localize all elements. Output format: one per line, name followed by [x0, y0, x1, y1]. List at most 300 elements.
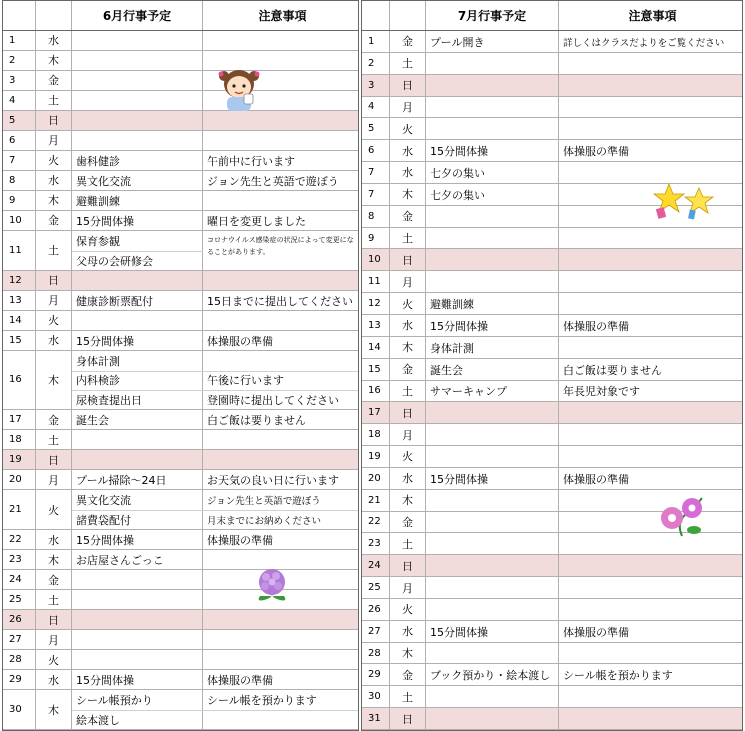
- event-cell: [426, 249, 559, 271]
- weekday: 日: [390, 402, 426, 423]
- event-cell: [426, 446, 559, 468]
- event-cell: [426, 555, 559, 577]
- event-cell: 15分間体操: [72, 530, 203, 550]
- note-cell: 月末までにお納めください: [207, 516, 322, 528]
- event-cell: [426, 402, 559, 424]
- event-cell: 15分間体操: [72, 670, 203, 690]
- day-number: 8: [3, 171, 36, 190]
- table-row: [3, 630, 358, 650]
- day-number: 7: [362, 162, 390, 183]
- event-cell: [426, 118, 559, 140]
- weekday: 土: [36, 430, 72, 449]
- event-cell: [426, 708, 559, 730]
- table-row: [362, 228, 742, 250]
- weekday: 月: [36, 630, 72, 649]
- weekday: 土: [390, 53, 426, 74]
- day-number: 30: [3, 690, 36, 729]
- day-number: 31: [362, 708, 390, 729]
- july-schedule-table: [361, 0, 743, 731]
- note-cell: [203, 311, 358, 331]
- event-cell: 15分間体操: [426, 140, 559, 162]
- day-number: 24: [3, 570, 36, 589]
- table-row: [3, 650, 358, 670]
- event-cell: [426, 577, 559, 599]
- weekday: 火: [390, 118, 426, 139]
- table-row: [3, 430, 358, 450]
- note-cell: [559, 643, 742, 665]
- day-number: 22: [3, 530, 36, 549]
- note-cell: 体操服の準備: [207, 334, 273, 348]
- table-row: [3, 470, 358, 490]
- day-number: 28: [3, 650, 36, 669]
- event-cell: [72, 590, 203, 610]
- june-schedule-table: [2, 0, 359, 731]
- event-cell: [72, 650, 203, 670]
- header-notes: 注意事項: [258, 9, 307, 23]
- table-row: [3, 31, 358, 51]
- table-row: [362, 118, 742, 140]
- event-cell: プール開き: [426, 31, 559, 53]
- event-cell: [72, 71, 203, 91]
- weekday: 水: [390, 621, 426, 642]
- day-number: 18: [362, 424, 390, 445]
- weekday: 日: [390, 555, 426, 576]
- note-cell: 登園時に提出してください: [207, 394, 339, 408]
- header-events: 6月行事予定: [72, 1, 203, 30]
- event-cell: [426, 533, 559, 555]
- note-cell: 体操服の準備: [563, 145, 629, 159]
- day-number: 5: [3, 111, 36, 130]
- note-cell: [203, 610, 358, 630]
- table-row: [3, 550, 358, 570]
- table-row: [3, 151, 358, 171]
- note-cell: [559, 708, 742, 730]
- day-number: 6: [362, 140, 390, 161]
- weekday: 水: [390, 140, 426, 161]
- table-row: [3, 530, 358, 550]
- note-cell: [559, 97, 742, 119]
- event-cell: [426, 206, 559, 228]
- sub-row-divider: [72, 710, 358, 711]
- weekday: 木: [36, 550, 72, 569]
- event-cell: 保育参観: [72, 231, 203, 251]
- table-row: [362, 468, 742, 490]
- table-row: [3, 171, 358, 191]
- note-cell: 午前中に行います: [207, 154, 295, 168]
- weekday: 月: [390, 97, 426, 118]
- note-cell: [559, 402, 742, 424]
- table-row: [3, 490, 358, 530]
- day-number: 20: [3, 470, 36, 489]
- weekday: 火: [390, 446, 426, 467]
- weekday: 金: [36, 71, 72, 90]
- day-number: 5: [362, 118, 390, 139]
- weekday: 水: [36, 31, 72, 50]
- day-number: 4: [3, 91, 36, 110]
- weekday: 月: [390, 271, 426, 292]
- note-cell: [559, 249, 742, 271]
- note-cell: [559, 337, 742, 359]
- note-cell: お天気の良い日に行います: [207, 474, 339, 488]
- event-cell: 健康診断票配付: [72, 291, 203, 311]
- weekday: 土: [36, 231, 72, 270]
- event-cell: [426, 271, 559, 293]
- day-number: 29: [3, 670, 36, 689]
- table-row: [362, 53, 742, 75]
- day-number: 12: [362, 293, 390, 314]
- note-cell: [559, 271, 742, 293]
- weekday: 木: [390, 490, 426, 511]
- weekday: 土: [390, 686, 426, 707]
- event-cell: 七夕の集い: [426, 184, 559, 206]
- note-cell: 15日までに提出してください: [207, 294, 353, 308]
- day-number: 27: [362, 621, 390, 642]
- table-row: [362, 664, 742, 686]
- note-cell: [559, 75, 742, 97]
- weekday: 日: [36, 450, 72, 469]
- event-cell: [72, 31, 203, 51]
- note-cell: [203, 131, 358, 151]
- event-cell: [72, 630, 203, 650]
- header-row: [362, 1, 742, 31]
- day-number: 29: [362, 664, 390, 685]
- day-number: 23: [3, 550, 36, 569]
- day-number: 21: [362, 490, 390, 511]
- table-row: [3, 191, 358, 211]
- table-row: [3, 690, 358, 730]
- note-cell: [559, 686, 742, 708]
- day-number: 16: [362, 381, 390, 402]
- table-row: [362, 402, 742, 424]
- event-cell: ブック預かり・絵本渡し: [426, 664, 559, 686]
- note-cell: 午後に行います: [207, 374, 284, 388]
- event-cell: 異文化交流: [72, 490, 203, 510]
- note-cell: [203, 191, 358, 211]
- note-cell: [203, 271, 358, 291]
- weekday: 金: [36, 211, 72, 230]
- note-cell: [559, 424, 742, 446]
- weekday: 水: [390, 315, 426, 336]
- event-cell: [426, 686, 559, 708]
- day-number: 18: [3, 430, 36, 449]
- event-cell: [72, 450, 203, 470]
- table-row: [3, 351, 358, 411]
- table-row: [362, 643, 742, 665]
- note-cell: [559, 577, 742, 599]
- weekday: 水: [36, 331, 72, 350]
- note-cell: シール帳を預かります: [207, 694, 317, 708]
- day-number: 13: [362, 315, 390, 336]
- event-cell: 父母の会研修会: [72, 251, 203, 271]
- weekday: 日: [390, 708, 426, 729]
- weekday: 日: [390, 249, 426, 270]
- table-row: [3, 231, 358, 271]
- table-row: [362, 424, 742, 446]
- note-cell: 体操服の準備: [563, 472, 629, 486]
- table-row: [362, 686, 742, 708]
- weekday: 木: [390, 337, 426, 358]
- table-row: [362, 337, 742, 359]
- header-weekday: [390, 1, 426, 30]
- weekday: 土: [390, 533, 426, 554]
- note-cell: コロナウイルス感染症の状況によって変更になることがあります。: [207, 235, 354, 256]
- event-cell: 避難訓練: [426, 293, 559, 315]
- day-number: 9: [3, 191, 36, 210]
- note-cell: [559, 490, 742, 512]
- sub-row-divider: [72, 510, 358, 511]
- day-number: 15: [3, 331, 36, 350]
- day-number: 19: [362, 446, 390, 467]
- day-number: 6: [3, 131, 36, 150]
- day-number: 1: [362, 31, 390, 52]
- table-row: [3, 311, 358, 331]
- table-row: [362, 140, 742, 162]
- note-cell: [203, 630, 358, 650]
- event-cell: [426, 228, 559, 250]
- header-day: [3, 1, 36, 30]
- note-cell: [559, 293, 742, 315]
- event-cell: 歯科健診: [72, 151, 203, 171]
- note-cell: [203, 430, 358, 450]
- day-number: 25: [3, 590, 36, 609]
- table-row: [362, 621, 742, 643]
- note-cell: [559, 555, 742, 577]
- event-cell: 誕生会: [426, 359, 559, 381]
- weekday: 木: [36, 191, 72, 210]
- day-number: 13: [3, 291, 36, 310]
- day-number: 17: [362, 402, 390, 423]
- weekday: 金: [390, 512, 426, 533]
- day-number: 12: [3, 271, 36, 290]
- note-cell: [203, 450, 358, 470]
- header-events: 7月行事予定: [426, 1, 559, 30]
- day-number: 30: [362, 686, 390, 707]
- day-number: 27: [3, 630, 36, 649]
- table-row: [3, 590, 358, 610]
- weekday: 火: [36, 311, 72, 330]
- table-row: [3, 450, 358, 470]
- table-row: [362, 162, 742, 184]
- note-cell: [559, 446, 742, 468]
- table-row: [3, 71, 358, 91]
- event-cell: [72, 311, 203, 331]
- weekday: 金: [36, 570, 72, 589]
- event-cell: [72, 131, 203, 151]
- day-number: 1: [3, 31, 36, 50]
- day-number: 24: [362, 555, 390, 576]
- event-cell: [426, 424, 559, 446]
- day-number: 10: [362, 249, 390, 270]
- event-cell: [426, 643, 559, 665]
- table-row: [3, 271, 358, 291]
- note-cell: [559, 118, 742, 140]
- weekday: 月: [390, 577, 426, 598]
- note-cell: 年長児対象です: [563, 385, 640, 399]
- weekday: 月: [36, 470, 72, 489]
- weekday: 水: [390, 468, 426, 489]
- weekday: 金: [390, 359, 426, 380]
- table-row: [362, 577, 742, 599]
- note-cell: 白ご飯は要りません: [563, 363, 662, 377]
- event-cell: 身体計測: [426, 337, 559, 359]
- note-cell: 体操服の準備: [563, 319, 629, 333]
- table-row: [3, 291, 358, 311]
- event-cell: 七夕の集い: [426, 162, 559, 184]
- event-cell: [72, 271, 203, 291]
- table-row: [3, 91, 358, 111]
- table-row: [362, 293, 742, 315]
- weekday: 水: [36, 530, 72, 549]
- note-cell: [203, 351, 358, 371]
- event-cell: [426, 512, 559, 534]
- day-number: 17: [3, 410, 36, 429]
- table-row: [362, 708, 742, 730]
- day-number: 23: [362, 533, 390, 554]
- event-cell: 15分間体操: [426, 315, 559, 337]
- note-cell: 曜日を変更しました: [207, 214, 306, 228]
- weekday: 金: [36, 410, 72, 429]
- event-cell: [72, 570, 203, 590]
- table-row: [3, 131, 358, 151]
- event-cell: 身体計測: [72, 351, 203, 371]
- event-cell: [72, 51, 203, 71]
- day-number: 15: [362, 359, 390, 380]
- note-cell: 体操服の準備: [207, 674, 273, 688]
- day-number: 10: [3, 211, 36, 230]
- table-row: [3, 211, 358, 231]
- weekday: 金: [390, 206, 426, 227]
- weekday: 日: [390, 75, 426, 96]
- day-number: 3: [362, 75, 390, 96]
- day-number: 7: [3, 151, 36, 170]
- weekday: 水: [390, 162, 426, 183]
- table-row: [3, 570, 358, 590]
- header-weekday: [36, 1, 72, 30]
- weekday: 日: [36, 271, 72, 290]
- note-cell: 体操服の準備: [563, 625, 629, 639]
- day-number: 4: [362, 97, 390, 118]
- table-row: [3, 331, 358, 351]
- day-number: 11: [3, 231, 36, 270]
- note-cell: ジョン先生と英語で遊ぼう: [207, 496, 321, 508]
- table-row: [362, 381, 742, 403]
- header-row: [3, 1, 358, 31]
- note-cell: [559, 162, 742, 184]
- note-cell: [203, 31, 358, 51]
- weekday: 木: [390, 643, 426, 664]
- day-number: 26: [3, 610, 36, 629]
- day-number: 7: [362, 184, 390, 205]
- note-cell: [203, 710, 358, 730]
- event-cell: お店屋さんごっこ: [72, 550, 203, 570]
- weekday: 火: [36, 650, 72, 669]
- note-cell: シール帳を預かります: [563, 669, 673, 683]
- weekday: 木: [36, 351, 72, 410]
- note-cell: [559, 512, 742, 534]
- note-cell: 詳しくはクラスだよりをご覧ください: [563, 37, 725, 49]
- note-cell: [559, 228, 742, 250]
- day-number: 19: [3, 450, 36, 469]
- note-cell: [559, 53, 742, 75]
- event-cell: 15分間体操: [426, 621, 559, 643]
- weekday: 土: [390, 228, 426, 249]
- note-cell: [203, 650, 358, 670]
- sub-row-divider: [72, 390, 358, 391]
- table-row: [3, 410, 358, 430]
- event-cell: サマーキャンプ: [426, 381, 559, 403]
- table-row: [362, 555, 742, 577]
- table-row: [3, 51, 358, 71]
- note-cell: [559, 533, 742, 555]
- event-cell: 15分間体操: [426, 468, 559, 490]
- table-row: [362, 249, 742, 271]
- table-row: [362, 31, 742, 53]
- table-row: [3, 610, 358, 630]
- event-cell: 避難訓練: [72, 191, 203, 211]
- hydrangea-illustration: [252, 566, 292, 604]
- event-cell: [72, 91, 203, 111]
- table-row: [362, 271, 742, 293]
- event-cell: プール掃除～24日: [72, 470, 203, 490]
- weekday: 月: [36, 131, 72, 150]
- event-cell: シール帳預かり: [72, 690, 203, 710]
- table-row: [362, 599, 742, 621]
- weekday: 水: [36, 171, 72, 190]
- note-cell: 体操服の準備: [207, 534, 273, 548]
- weekday: 木: [36, 51, 72, 70]
- event-cell: [72, 430, 203, 450]
- star-sparkle-illustration: [653, 182, 717, 220]
- event-cell: 絵本渡し: [72, 710, 203, 730]
- note-cell: 白ご飯は要りません: [207, 414, 306, 428]
- morning-glory-illustration: [656, 492, 708, 540]
- table-row: [362, 75, 742, 97]
- event-cell: [426, 53, 559, 75]
- event-cell: 諸費袋配付: [72, 510, 203, 530]
- event-cell: 尿検査提出日: [72, 390, 203, 410]
- table-row: [362, 446, 742, 468]
- event-cell: 異文化交流: [72, 171, 203, 191]
- day-number: 2: [362, 53, 390, 74]
- event-cell: 15分間体操: [72, 331, 203, 351]
- day-number: 3: [3, 71, 36, 90]
- note-cell: [203, 111, 358, 131]
- day-number: 20: [362, 468, 390, 489]
- day-number: 21: [3, 490, 36, 529]
- day-number: 16: [3, 351, 36, 410]
- day-number: 25: [362, 577, 390, 598]
- event-cell: [426, 599, 559, 621]
- table-row: [362, 97, 742, 119]
- weekday: 火: [36, 151, 72, 170]
- weekday: 水: [36, 670, 72, 689]
- table-row: [3, 670, 358, 690]
- event-cell: [72, 610, 203, 630]
- header-day: [362, 1, 390, 30]
- day-number: 28: [362, 643, 390, 664]
- event-cell: 誕生会: [72, 410, 203, 430]
- table-row: [362, 315, 742, 337]
- day-number: 14: [3, 311, 36, 330]
- weekday: 木: [36, 690, 72, 729]
- weekday: 月: [390, 424, 426, 445]
- weekday: 日: [36, 610, 72, 629]
- day-number: 2: [3, 51, 36, 70]
- note-cell: [559, 599, 742, 621]
- header-notes: 注意事項: [628, 9, 677, 23]
- note-cell: ジョン先生と英語で遊ぼう: [207, 174, 339, 188]
- weekday: 火: [390, 599, 426, 620]
